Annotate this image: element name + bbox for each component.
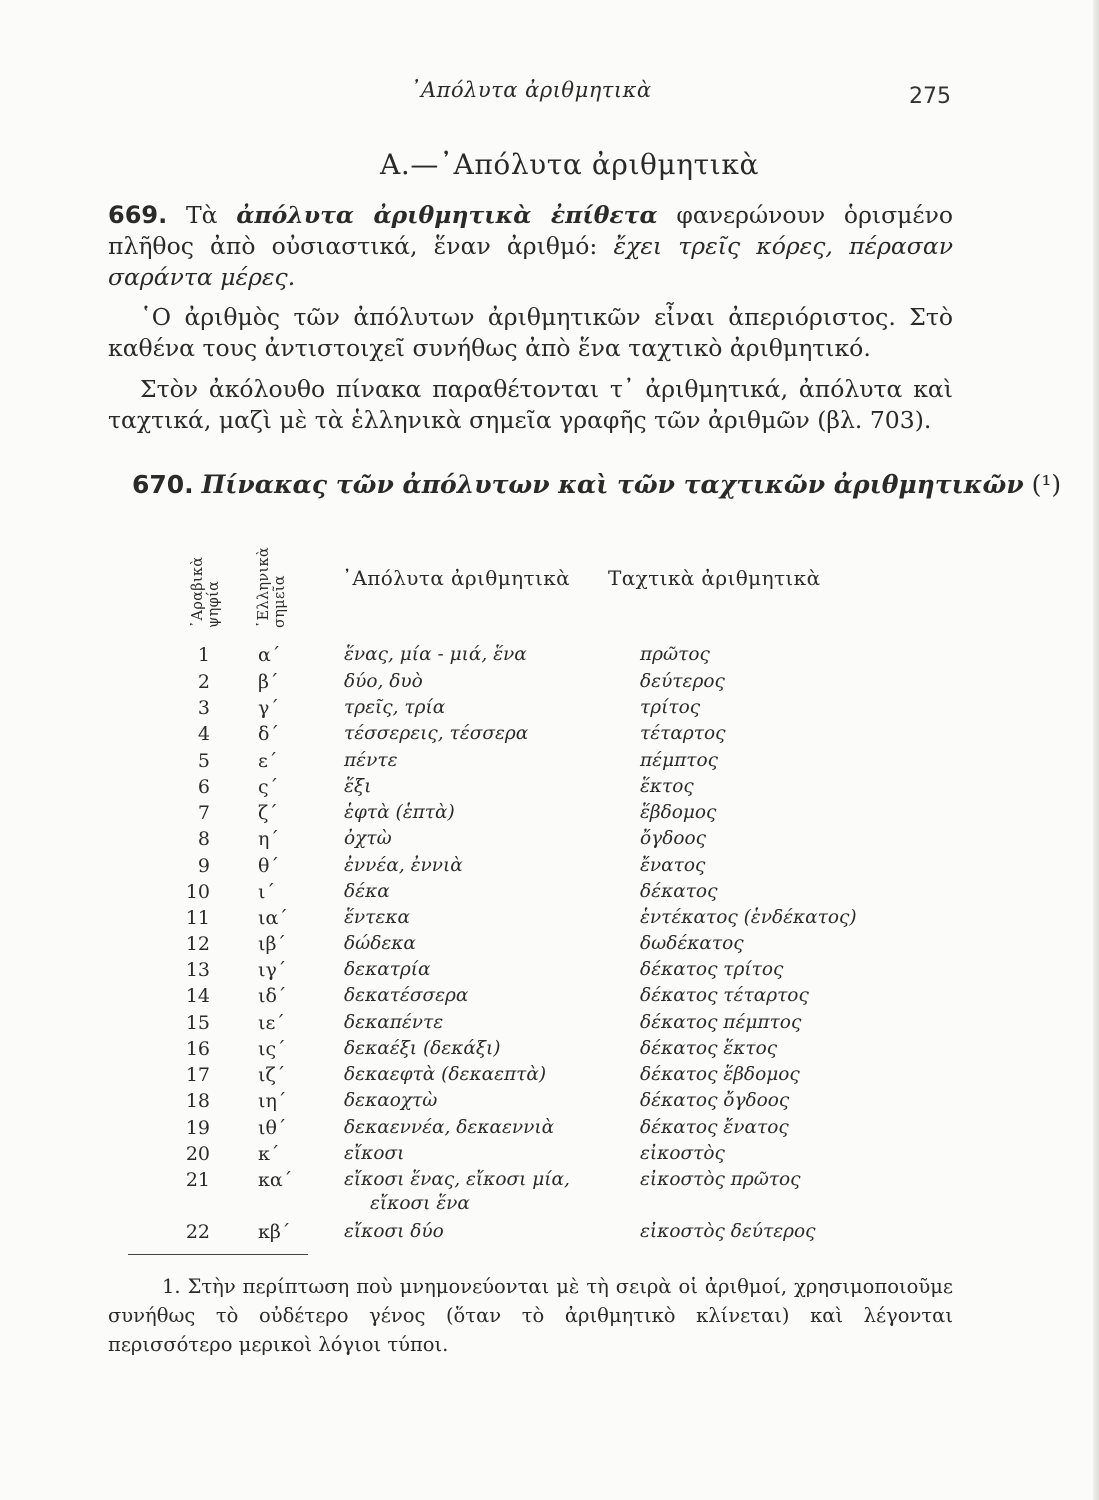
arabic-numeral: 6	[197, 776, 210, 798]
ordinal-numeral: ἕκτος	[640, 776, 694, 797]
arabic-numeral: 5	[197, 750, 210, 772]
ordinal-numeral: δέκατος ὄγδοος	[640, 1090, 790, 1111]
running-head: ᾿Απόλυτα ἀριθμητικὰ	[410, 78, 652, 102]
ordinal-numeral: δέκατος ἔνατος	[640, 1117, 789, 1138]
absolute-numeral: ὀχτὼ	[344, 828, 392, 849]
absolute-numeral: εἴκοσι δύο	[344, 1221, 444, 1242]
absolute-numeral: δεκατέσσερα	[344, 985, 469, 1006]
arabic-numeral: 9	[197, 855, 210, 877]
greek-numeral: ιε΄	[258, 1012, 285, 1034]
header-line: ῾Ελληνικὰ	[256, 547, 272, 628]
ordinal-numeral: πέμπτος	[640, 750, 719, 771]
ordinal-numeral: τρίτος	[640, 697, 701, 718]
paragraph-text: Τὰ	[167, 201, 237, 229]
greek-numeral: ιβ΄	[258, 933, 286, 955]
ordinal-numeral: δέκατος τρίτος	[640, 959, 784, 980]
column-header-greek	[256, 524, 288, 628]
header-line: ψηφία	[206, 580, 222, 628]
greek-numeral: ιη΄	[258, 1090, 287, 1112]
greek-numeral: θ΄	[258, 855, 279, 877]
arabic-numeral: 13	[185, 959, 210, 981]
section-title: Α.—᾿Απόλυτα ἀριθμητικὰ	[380, 148, 759, 181]
ordinal-numeral: ἔνατος	[640, 855, 706, 876]
arabic-numeral: 2	[197, 671, 210, 693]
greek-numeral: ιθ΄	[258, 1117, 287, 1139]
greek-numeral: κ΄	[258, 1143, 280, 1165]
absolute-numeral: δύο, δυὸ	[344, 671, 423, 692]
arabic-numeral: 16	[185, 1038, 210, 1060]
bold-term: ἀπόλυτα ἀριθμητικὰ ἐπίθετα	[236, 201, 658, 229]
ordinal-numeral: δέκατος πέμπτος	[640, 1012, 802, 1033]
arabic-numeral: 11	[185, 907, 210, 929]
arabic-numeral: 8	[197, 828, 210, 850]
column-header-ordinal: Ταχτικὰ ἀριθμητικὰ	[608, 566, 821, 590]
arabic-numeral: 1	[197, 644, 210, 666]
paragraph-table-intro: Στὸν ἀκόλουθο πίνακα παραθέτονται τ᾿ ἀριθμητικά, ἀπόλυτα καὶ ταχτικά, μαζὶ μὲ τὰ ἑλληνικὰ σημεῖα γραφῆς τῶν ἀριθμῶν (βλ. 703).	[108, 375, 953, 434]
paragraph-count: ῾Ο ἀριθμὸς τῶν ἀπόλυτων ἀριθμητικῶν εἶναι ἀπεριόριστος. Στὸ καθένα τους ἀντιστοιχεῖ συνήθως ἀπὸ ἕνα ταχτικὸ ἀριθμητικό.	[108, 303, 953, 362]
ordinal-numeral: εἰκοστὸς	[640, 1143, 725, 1164]
paragraph-text: φανερώνουν ὁρισμένο πλῆθος ἀπὸ οὐσιαστικά, ἕναν ἀριθμό:	[108, 201, 954, 260]
absolute-numeral: πέντε	[344, 750, 398, 771]
footnote-rule	[128, 1254, 308, 1255]
absolute-numeral: δεκαεννέα, δεκαεννιὰ	[344, 1117, 555, 1138]
ordinal-numeral: δέκατος ἕβδομος	[640, 1064, 800, 1085]
greek-numeral: ι΄	[258, 881, 275, 903]
greek-numeral: η΄	[258, 828, 279, 850]
ordinal-numeral: εἰκοστὸς δεύτερος	[640, 1221, 816, 1242]
absolute-numeral: εἴκοσι	[344, 1143, 405, 1164]
absolute-numeral: δεκαεφτὰ (δεκαεπτὰ)	[344, 1064, 547, 1085]
ordinal-numeral: ἕβδομος	[640, 802, 717, 823]
arabic-numeral: 4	[197, 723, 210, 745]
absolute-numeral: δώδεκα	[344, 933, 416, 954]
absolute-numeral: δεκατρία	[344, 959, 431, 980]
table-heading	[132, 470, 1061, 499]
greek-numeral: β΄	[258, 671, 279, 693]
greek-numeral: ις΄	[258, 1038, 286, 1060]
absolute-numeral: δεκαέξι (δεκάξι)	[344, 1038, 501, 1059]
greek-numeral: ε΄	[258, 750, 278, 772]
arabic-numeral: 18	[185, 1090, 210, 1112]
column-header-absolute: ᾿Απόλυτα ἀριθμητικὰ	[342, 566, 571, 590]
greek-numeral: δ΄	[258, 723, 279, 745]
ordinal-numeral: δεύτερος	[640, 671, 725, 692]
arabic-numeral: 21	[185, 1169, 210, 1191]
ordinal-numeral: εἰκοστὸς πρῶτος	[640, 1169, 801, 1190]
greek-numeral: ζ΄	[258, 802, 278, 824]
greek-numeral: ιζ΄	[258, 1064, 286, 1086]
absolute-numeral: εἴκοσι ἕνας, εἴκοσι μία,	[344, 1169, 570, 1190]
header-line: σημεῖα	[272, 575, 288, 628]
ordinal-numeral: δέκατος τέταρτος	[640, 985, 809, 1006]
greek-numeral: ιδ΄	[258, 985, 287, 1007]
absolute-numeral-continued: εἴκοσι ἕνα	[370, 1193, 470, 1214]
absolute-numeral: τρεῖς, τρία	[344, 697, 446, 718]
arabic-numeral: 14	[185, 985, 210, 1007]
absolute-numeral: ἕξι	[344, 776, 372, 797]
greek-numeral: α΄	[258, 644, 281, 666]
ordinal-numeral: δέκατος	[640, 881, 718, 902]
greek-numeral: ς΄	[258, 776, 279, 798]
absolute-numeral: ἑφτὰ (ἑπτὰ)	[344, 802, 455, 823]
paragraph-669	[108, 200, 953, 293]
greek-numeral: κα΄	[258, 1169, 293, 1191]
arabic-numeral: 17	[185, 1064, 210, 1086]
absolute-numeral: δεκαοχτὼ	[344, 1090, 438, 1111]
ordinal-numeral: ἑντέκατος (ἑνδέκατος)	[640, 907, 857, 928]
footnote: 1. Στὴν περίπτωση ποὺ μνημονεύονται μὲ τὴ σειρὰ οἱ ἀριθμοί, χρησιμοποιοῦμε συνήθως τὸ οὐδέτερο γένος (ὅταν τὸ ἀριθμητικὸ κλίνεται) καὶ λέγονται περισσότερο μερικοὶ λόγιοι τύποι.	[108, 1275, 953, 1356]
absolute-numeral: ἕντεκα	[344, 907, 410, 928]
ordinal-numeral: δωδέκατος	[640, 933, 744, 954]
arabic-numeral: 12	[185, 933, 210, 955]
greek-numeral: ια΄	[258, 907, 288, 929]
greek-numeral: ιγ΄	[258, 959, 287, 981]
arabic-numeral: 7	[197, 802, 210, 824]
absolute-numeral: τέσσερεις, τέσσερα	[344, 723, 529, 744]
example-text: ἔχει τρεῖς κόρες, πέρασαν σαράντα μέρες.	[108, 232, 954, 291]
ordinal-numeral: τέταρτος	[640, 723, 726, 744]
arabic-numeral: 19	[185, 1117, 210, 1139]
heading-title: Πίνακας τῶν ἀπόλυτων καὶ τῶν ταχτικῶν ἀριθμητικῶν	[201, 470, 1024, 499]
page-number: 275	[909, 84, 951, 109]
ordinal-numeral: πρῶτος	[640, 644, 710, 665]
ordinal-numeral: δέκατος ἕκτος	[640, 1038, 778, 1059]
greek-numeral: κβ΄	[258, 1221, 291, 1243]
arabic-numeral: 3	[197, 697, 210, 719]
absolute-numeral: δεκαπέντε	[344, 1012, 444, 1033]
greek-numeral: γ΄	[258, 697, 279, 719]
absolute-numeral: δέκα	[344, 881, 390, 902]
arabic-numeral: 22	[185, 1221, 210, 1243]
ordinal-numeral: ὄγδοος	[640, 828, 706, 849]
footnote-marker: (¹)	[1031, 470, 1062, 499]
absolute-numeral: ἐννέα, ἐννιὰ	[344, 855, 463, 876]
heading-number: 670.	[132, 470, 194, 499]
scan-edge	[1093, 0, 1099, 1500]
column-header-arabic	[190, 528, 222, 628]
absolute-numeral: ἕνας, μία - μιά, ἕνα	[344, 644, 527, 665]
arabic-numeral: 15	[185, 1012, 210, 1034]
header-line: ᾿Αραβικὰ	[190, 556, 206, 628]
arabic-numeral: 20	[185, 1143, 210, 1165]
arabic-numeral: 10	[185, 881, 210, 903]
paragraph-number: 669.	[108, 201, 168, 229]
